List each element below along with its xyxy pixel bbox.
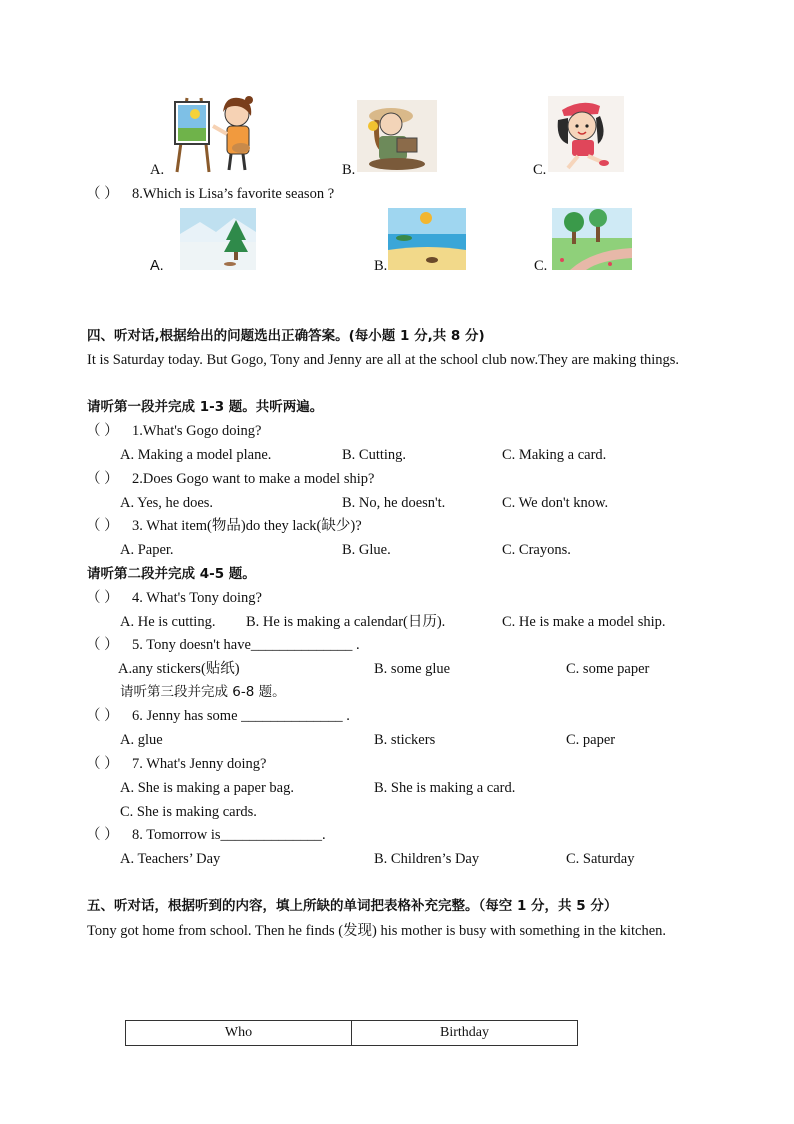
q7-option-c-label[interactable]: C. (533, 162, 547, 178)
birthday-table (125, 1020, 578, 1046)
q8-option-b-label[interactable]: B. (374, 258, 388, 274)
q7-option-a-image (165, 92, 260, 174)
q4-2-option-b[interactable]: B. No, he doesn't. (342, 495, 446, 511)
q4-2-option-a[interactable]: A. Yes, he does. (120, 495, 214, 511)
q4-8-option-b[interactable]: B. Children’s Day (374, 851, 480, 867)
q4-6-option-c[interactable]: C. paper (566, 732, 616, 748)
q4-8-option-c[interactable]: C. Saturday (566, 851, 635, 867)
q8-option-a-label[interactable]: A. (150, 258, 164, 274)
q4-3-paren[interactable]: （ ） (86, 518, 119, 534)
q4-5-option-a[interactable]: A.any stickers(贴纸) (118, 661, 240, 677)
q8-option-c-label[interactable]: C. (534, 258, 548, 274)
q4-5-question: 5. Tony doesn't have______________ . (132, 637, 360, 653)
q4-2-question: 2.Does Gogo want to make a model ship? (132, 471, 375, 487)
section5-intro: Tony got home from school. Then he finds (发现) his mother is busy with something in the kitchen. (87, 923, 667, 939)
table-header-row (126, 1021, 578, 1046)
q4-6-question: 6. Jenny has some ______________ . (132, 708, 350, 724)
q4-7-option-a[interactable]: A. She is making a paper bag. (120, 780, 294, 796)
q4-4-option-b[interactable]: B. He is making a calendar(日历). (246, 614, 446, 630)
q4-8-question: 8. Tomorrow is______________. (132, 827, 326, 843)
q4-3-option-a[interactable]: A. Paper. (120, 542, 174, 558)
q4-4-question: 4. What's Tony doing? (132, 590, 262, 606)
q4-2-paren[interactable]: （ ） (86, 471, 119, 487)
q4-5-option-b[interactable]: B. some glue (374, 661, 451, 677)
q4-8-option-a[interactable]: A. Teachers’ Day (120, 851, 221, 867)
table-header-who: Who (126, 1021, 352, 1046)
q4-6-option-b[interactable]: B. stickers (374, 732, 436, 748)
q4-3-option-c[interactable]: C. Crayons. (502, 542, 571, 558)
q8-question: 8.Which is Lisa’s favorite season ? (132, 186, 335, 202)
q4-4-option-c[interactable]: C. He is make a model ship. (502, 614, 666, 630)
q4-2-option-c[interactable]: C. We don't know. (502, 495, 609, 511)
section4-heading: 四、听对话,根据给出的问题选出正确答案。(每小题 1 分,共 8 分) (87, 328, 485, 344)
q4-7-option-b[interactable]: B. She is making a card. (374, 780, 516, 796)
q4-6-option-a[interactable]: A. glue (120, 732, 163, 748)
q4-1-option-c[interactable]: C. Making a card. (502, 447, 607, 463)
q7-option-b-image (357, 100, 437, 172)
q4-3-option-b[interactable]: B. Glue. (342, 542, 391, 558)
q4-1-option-b[interactable]: B. Cutting. (342, 447, 407, 463)
q4-1-question: 1.What's Gogo doing? (132, 423, 262, 439)
q7-option-a-label[interactable]: A. (150, 162, 165, 178)
q7-option-c-image (548, 96, 624, 172)
q4-5-option-c[interactable]: C. some paper (566, 661, 650, 677)
q8-option-c-image (552, 208, 632, 270)
q4-7-option-c[interactable]: C. She is making cards. (120, 804, 257, 820)
q4-7-question: 7. What's Jenny doing? (132, 756, 267, 772)
q4-6-paren[interactable]: （ ） (86, 708, 119, 724)
section4-intro: It is Saturday today. But Gogo, Tony and Jenny are all at the school club now.They are making things. (87, 352, 680, 368)
q4-4-option-a[interactable]: A. He is cutting. (120, 614, 216, 630)
q8-option-a-image (180, 208, 256, 270)
q8-paren[interactable]: （ ） (86, 186, 119, 202)
q4-3-question: 3. What item(物品)do they lack(缺少)? (132, 518, 362, 534)
section5-heading: 五、听对话，根据听到的内容，填上所缺的单词把表格补充完整。（每空 1 分，共 5 分） (87, 898, 618, 914)
q7-option-b-label[interactable]: B. (342, 162, 356, 178)
q8-option-b-image (388, 208, 466, 270)
section4-part1: 请听第一段并完成 1-3 题。共听两遍。 (87, 399, 324, 415)
table-header-birthday: Birthday (352, 1021, 578, 1046)
q4-7-paren[interactable]: （ ） (86, 756, 119, 772)
q4-8-paren[interactable]: （ ） (86, 827, 119, 843)
q4-4-paren[interactable]: （ ） (86, 590, 119, 606)
q4-1-paren[interactable]: （ ） (86, 423, 119, 439)
q4-5-paren[interactable]: （ ） (86, 637, 119, 653)
section4-part3: 请听第三段并完成 6-8 题。 (120, 684, 286, 700)
section4-part2: 请听第二段并完成 4-5 题。 (87, 566, 256, 582)
q4-1-option-a[interactable]: A. Making a model plane. (120, 447, 272, 463)
